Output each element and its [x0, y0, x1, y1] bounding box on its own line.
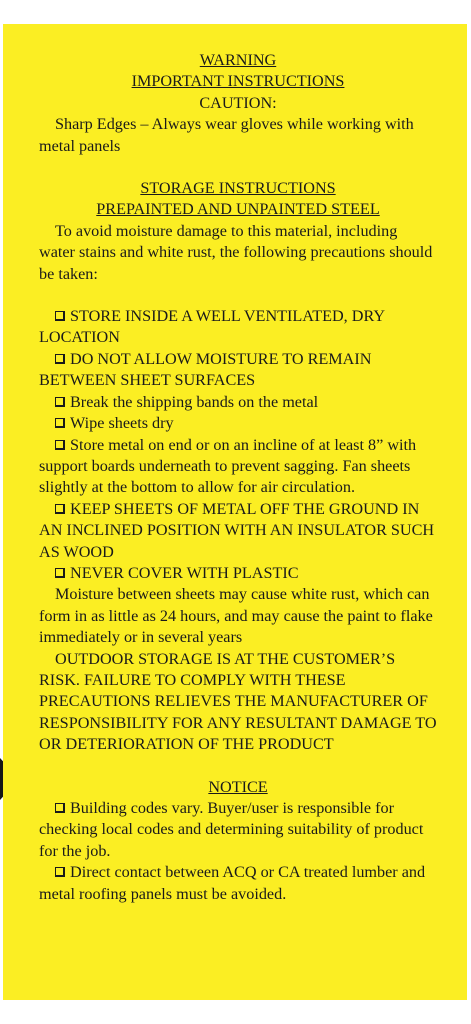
checkbox-icon: [55, 803, 65, 813]
storage-title: STORAGE INSTRUCTIONS: [140, 179, 336, 198]
important-instructions-heading: IMPORTANT INSTRUCTIONS: [131, 72, 345, 91]
list-item: NEVER COVER WITH PLASTIC: [39, 563, 437, 584]
checkbox-icon: [55, 504, 65, 514]
list-item: Break the shipping bands on the metal: [39, 392, 437, 413]
storage-list: [39, 306, 437, 756]
checkbox-icon: [55, 440, 65, 450]
warning-label: [3, 24, 467, 1000]
list-item: Store metal on end or on an incline of at least 8” with support boards underneath to prevent sagging. Fan sheets slightly at the bottom to allow for air circulation.: [39, 435, 417, 497]
caution-text: Sharp Edges – Always wear gloves while working with metal panels: [39, 115, 414, 155]
checkbox-icon: [55, 568, 65, 578]
checkbox-icon: [55, 311, 65, 321]
storage-intro: To avoid moisture damage to this material, including water stains and white rust, the following precautions should be taken:: [39, 221, 433, 283]
checkbox-icon: [55, 397, 65, 407]
moisture-note: Moisture between sheets may cause white rust, which can form in as little as 24 hours, and may cause the paint to flake immediately or in several years: [39, 585, 433, 647]
list-item: KEEP SHEETS OF METAL OFF THE GROUND IN AN INCLINED POSITION WITH AN INSULATOR SUCH AS WOOD: [39, 499, 435, 561]
list-item: Wipe sheets dry: [39, 413, 437, 434]
list-item: STORE INSIDE A WELL VENTILATED, DRY LOCATION: [39, 307, 385, 347]
list-item: DO NOT ALLOW MOISTURE TO REMAIN BETWEEN SHEET SURFACES: [39, 349, 372, 390]
storage-subtitle: PREPAINTED AND UNPAINTED STEEL: [96, 200, 380, 219]
checkbox-icon: [55, 418, 65, 428]
checkbox-icon: [55, 354, 65, 364]
warning-heading: WARNING: [199, 51, 277, 69]
checkbox-icon: [55, 867, 65, 877]
outdoor-storage-note: OUTDOOR STORAGE IS AT THE CUSTOMER’S RISK. FAILURE TO COMPLY WITH THESE PRECAUTIONS RELIEVES THE MANUFACTURER OF RESPONSIBILITY FOR ANY RESULTANT DAMAGE TO OR DETERIORATION OF THE PRODUCT: [39, 649, 437, 754]
list-item: Direct contact between ACQ or CA treated lumber and metal roofing panels must be avoided.: [39, 863, 426, 903]
list-item: Building codes vary. Buyer/user is responsible for checking local codes and determining suitability of product for the job.: [39, 799, 424, 860]
notice-heading: NOTICE: [208, 777, 268, 796]
caution-heading: CAUTION:: [199, 93, 277, 112]
